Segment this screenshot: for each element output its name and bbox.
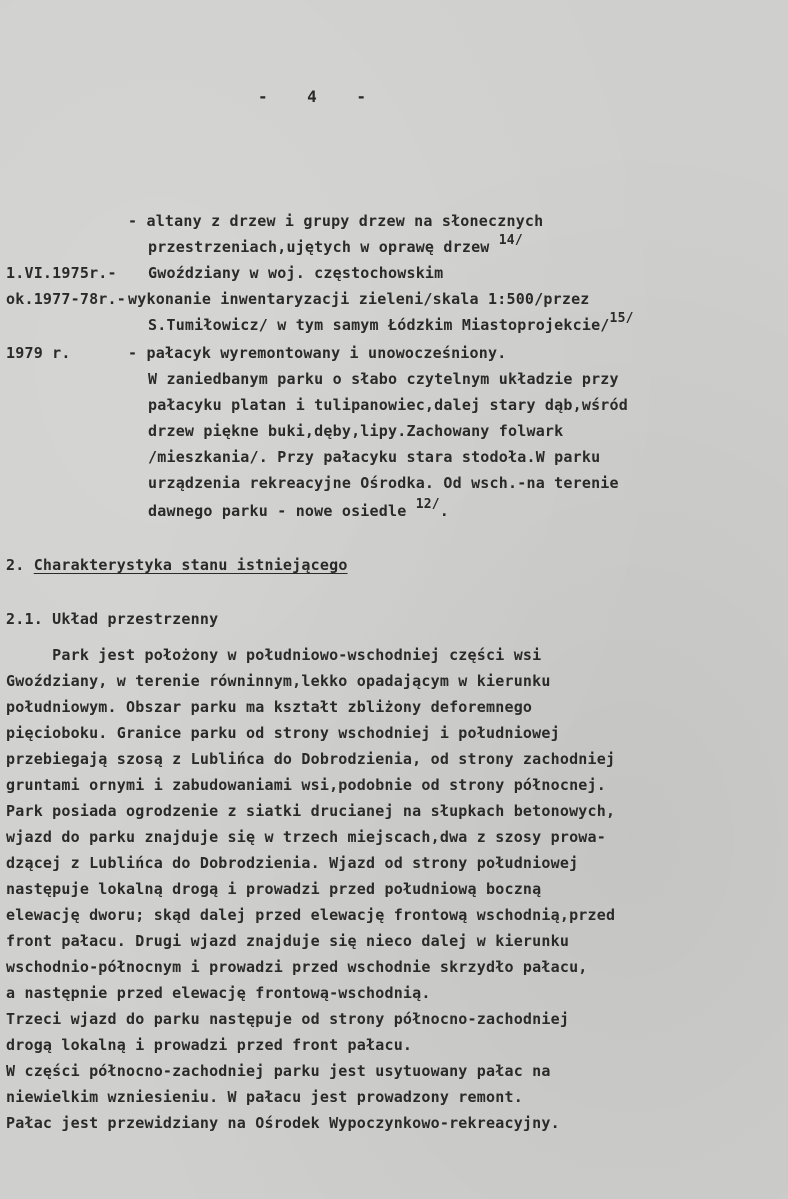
body-line: niewielkim wzniesieniu. W pałacu jest prowadzony remont.: [6, 1088, 523, 1106]
body-line: pięcioboku. Granice parku od strony wschodniej i południowej: [6, 724, 560, 742]
page-number: - 4 -: [258, 87, 367, 106]
intro-line-9: drzew piękne buki,dęby,lipy.Zachowany folwark: [148, 422, 564, 440]
body-line: Park posiada ogrodzenie z siatki drucianej na słupkach betonowych,: [6, 802, 616, 820]
subsection-heading-2-1: 2.1. Układ przestrzenny: [6, 610, 219, 628]
intro-line-2: [148, 233, 523, 258]
body-line: front pałacu. Drugi wjazd znajduje się nieco dalej w kierunku: [6, 932, 570, 950]
body-line: południowym. Obszar parku ma kształt zbliżony deforemnego: [6, 698, 533, 716]
body-line: W części północno-zachodniej parku jest usytuowany pałac na: [6, 1062, 551, 1080]
intro-line-10: /mieszkania/. Przy pałacyku stara stodoła.W parku: [148, 448, 601, 466]
footnote-ref-15: 15/: [609, 311, 634, 326]
body-line: następuje lokalną drogą i prowadzi przed południową boczną: [6, 880, 542, 898]
intro-line-11: urządzenia rekreacyjne Ośrodka. Od wsch.-na terenie: [148, 474, 619, 492]
date-1975: 1.VI.1975r.-: [6, 264, 117, 282]
footnote-ref-12: 12/: [415, 497, 440, 512]
body-line: dzącej z Lublińca do Dobrodzienia. Wjazd od strony południowej: [6, 854, 579, 872]
section-heading-2: [6, 556, 348, 574]
date-1979: 1979 r.: [6, 344, 71, 362]
intro-line-7: W zaniedbanym parku o słabo czytelnym układzie przy: [148, 370, 619, 388]
intro-line-4: wykonanie inwentaryzacji zieleni/skala 1:500/przez: [128, 290, 590, 308]
section-title: Charakterystyka stanu istniejącego: [33, 556, 348, 574]
intro-line-2-text: przestrzeniach,ujętych w oprawę drzew: [148, 238, 490, 256]
date-1977: ok.1977-78r.-: [6, 290, 126, 308]
body-line: Trzeci wjazd do parku następuje od strony północno-zachodniej: [6, 1010, 570, 1028]
body-line: wschodnio-północnym i prowadzi przed wschodnie skrzydło pałacu,: [6, 958, 588, 976]
body-line: elewację dworu; skąd dalej przed elewację frontową wschodnią,przed: [6, 906, 616, 924]
footnote-ref-14: 14/: [498, 233, 523, 248]
body-line: Park jest położony w południowo-wschodniej części wsi: [6, 646, 542, 664]
body-line: przebiegają szosą z Lublińca do Dobrodzienia, od strony zachodniej: [6, 750, 616, 768]
intro-line-12: [148, 497, 450, 522]
body-line: Pałac jest przewidziany na Ośrodek Wypoczynkowo-rekreacyjny.: [6, 1114, 560, 1132]
intro-line-8: pałacyku platan i tulipanowiec,dalej stary dąb,wśród: [148, 396, 628, 414]
intro-line-5: [148, 311, 634, 336]
intro-line-12-text: dawnego parku - nowe osiedle: [148, 502, 407, 520]
section-number: 2.: [6, 556, 25, 574]
body-line: a następnie przed elewację frontową-wschodnią.: [6, 984, 431, 1002]
body-line: Gwoździany, w terenie równinnym,lekko opadającym w kierunku: [6, 672, 551, 690]
intro-line-5-text: S.Tumiłowicz/ w tym samym Łódzkim Miastoprojekcie/: [148, 316, 610, 334]
body-line: gruntami ornymi i zabudowaniami wsi,podobnie od strony północnej.: [6, 776, 606, 794]
intro-line-6: - pałacyk wyremontowany i unowocześniony.: [128, 344, 507, 362]
intro-line-1: - altany z drzew i grupy drzew na słonecznych: [128, 212, 544, 230]
body-line: drogą lokalną i prowadzi przed front pałacu.: [6, 1036, 413, 1054]
intro-line-12-end: .: [439, 502, 450, 520]
intro-line-3: Gwoździany w woj. częstochowskim: [148, 264, 444, 282]
body-line: wjazd do parku znajduje się w trzech miejscach,dwa z szosy prowa-: [6, 828, 606, 846]
